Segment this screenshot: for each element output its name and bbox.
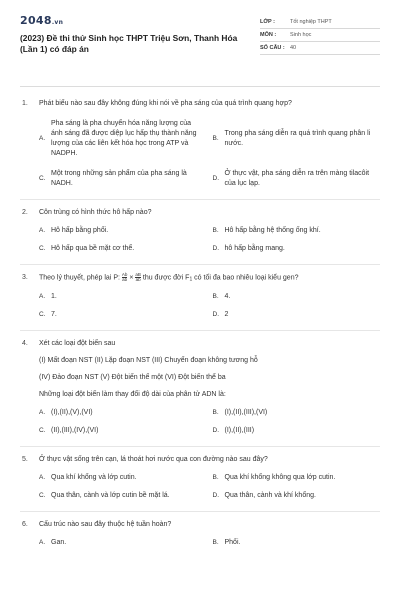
question-3 — [20, 273, 380, 331]
option-text: Qua khí khổng và lớp cutin. — [51, 474, 137, 482]
option-letter: C. — [39, 311, 46, 319]
logo-suffix: .vn — [51, 19, 64, 26]
option-text: Phổi. — [224, 539, 241, 547]
meta-row-subject — [260, 29, 380, 42]
answer-option[interactable] — [39, 244, 207, 254]
option-letter: D. — [212, 311, 219, 319]
answer-option[interactable] — [213, 491, 381, 501]
option-letter: C. — [39, 492, 46, 500]
question-text: Xét các loại đột biến sau — [39, 340, 116, 348]
question-text: Côn trùng có hình thức hô hấp nào? — [39, 209, 152, 216]
question-separator — [20, 199, 380, 200]
option-letter: A. — [39, 474, 46, 482]
answer-option[interactable] — [213, 408, 381, 418]
meta-key: MÔN : — [260, 32, 277, 38]
answer-options — [39, 538, 380, 548]
stem-part: Theo lý thuyết, phép lai P: — [39, 274, 120, 282]
question-paragraph: Những loại đột biến làm thay đổi độ dài của phân tử ADN là: — [39, 391, 226, 399]
option-text: Qua thân, cành và lớp cutin bề mặt lá. — [51, 492, 170, 500]
option-text: Một trong những sản phẩm của pha sáng là NADH. — [51, 170, 187, 187]
answer-options — [39, 473, 380, 501]
question-stem — [20, 455, 380, 465]
answer-option[interactable] — [213, 119, 381, 159]
answer-option[interactable] — [39, 310, 207, 320]
answer-option[interactable] — [39, 226, 207, 236]
question-2 — [20, 208, 380, 265]
question-stem — [20, 273, 380, 284]
meta-value: Sinh học — [290, 32, 312, 38]
option-text: 2 — [224, 311, 229, 319]
option-text: (II),(III),(IV),(VI) — [51, 427, 99, 435]
frac-top: Ab — [121, 272, 128, 277]
stem-part: thu được đời F — [142, 274, 190, 282]
answer-option[interactable] — [39, 473, 207, 483]
option-letter: B. — [212, 135, 219, 142]
option-text: 4. — [224, 293, 231, 301]
answer-option[interactable] — [39, 119, 207, 159]
option-letter: B. — [212, 539, 219, 547]
question-text — [39, 273, 380, 284]
option-letter: B. — [212, 293, 219, 301]
question-4 — [20, 339, 380, 447]
option-text: Hô hấp bằng phổi. — [51, 227, 109, 234]
option-text: 1. — [51, 293, 57, 301]
question-number: 4. — [22, 340, 28, 348]
answer-option[interactable] — [39, 426, 207, 436]
answer-options — [39, 408, 380, 436]
option-letter: B. — [212, 474, 219, 482]
answer-option[interactable] — [213, 292, 381, 302]
answer-options — [39, 119, 380, 189]
question-separator — [20, 330, 380, 331]
option-letter: D. — [212, 492, 219, 500]
meta-row-count — [260, 42, 380, 55]
question-text: Phát biểu nào sau đây không đúng khi nói về pha sáng của quá trình quang hợp? — [39, 100, 292, 107]
option-letter: A. — [39, 227, 46, 234]
logo-text: 2048 — [20, 14, 52, 27]
answer-option[interactable] — [213, 310, 381, 320]
stem-part: có tối đa bao nhiêu loại kiểu gen? — [194, 274, 299, 282]
option-text: (I),(II),(V),(VI) — [51, 409, 93, 417]
question-number: 3. — [22, 274, 28, 281]
answer-options — [39, 292, 380, 320]
question-1 — [20, 99, 380, 200]
frac-top: aB — [135, 272, 141, 277]
answer-option[interactable] — [213, 473, 381, 483]
genotype-fraction — [122, 273, 128, 282]
answer-option[interactable] — [213, 538, 381, 548]
option-text: Ở thực vật, pha sáng diễn ra trên màng tilacôit của lục lạp. — [224, 170, 370, 187]
exam-meta — [260, 16, 380, 55]
option-text: Qua thân, cành và khí khổng. — [224, 492, 316, 500]
cross-symbol: × — [129, 274, 134, 282]
frac-bottom: ab — [122, 277, 128, 282]
answer-option[interactable] — [213, 426, 381, 436]
site-logo[interactable] — [20, 14, 245, 27]
option-letter: D. — [212, 245, 219, 252]
answer-option[interactable] — [39, 169, 207, 189]
option-text: hô hấp bằng mang. — [224, 245, 285, 252]
question-stem — [20, 99, 380, 109]
genotype-fraction — [135, 273, 141, 282]
option-text: 7. — [51, 311, 57, 319]
question-number: 6. — [22, 521, 28, 529]
option-letter: A. — [39, 293, 46, 301]
generation-subscript: 1 — [189, 276, 193, 283]
answer-option[interactable] — [213, 226, 381, 236]
question-number: 5. — [22, 456, 28, 464]
question-separator — [20, 446, 380, 447]
option-letter: A. — [39, 539, 46, 547]
option-letter: B. — [212, 409, 219, 417]
question-5 — [20, 455, 380, 512]
answer-option[interactable] — [39, 538, 207, 548]
meta-row-class — [260, 16, 380, 29]
question-number: 1. — [22, 100, 28, 107]
page-header — [20, 14, 380, 84]
option-letter: D. — [212, 175, 219, 182]
answer-option[interactable] — [39, 408, 207, 418]
question-paragraph: (I) Mất đoạn NST (II) Lặp đoạn NST (III) Chuyển đoạn không tương hỗ — [39, 357, 258, 365]
meta-key: LỚP : — [260, 19, 275, 25]
option-letter: A. — [39, 135, 46, 142]
answer-options — [39, 226, 380, 254]
question-paragraph: (IV) Đảo đoạn NST (V) Đột biến thể một (VI) Đột biến thể ba — [39, 374, 226, 382]
header-divider — [20, 86, 380, 87]
option-text: Hô hấp bằng hệ thống ống khí. — [224, 227, 321, 234]
answer-option[interactable] — [213, 169, 381, 189]
question-number: 2. — [22, 209, 28, 216]
option-text: Qua khí khổng không qua lớp cutin. — [224, 474, 336, 482]
question-separator — [20, 511, 380, 512]
meta-value: 40 — [290, 45, 297, 51]
exam-title: (2023) Đề thi thử Sinh học THPT Triệu Sơn, Thanh Hóa (Lần 1) có đáp án — [20, 33, 238, 54]
option-letter: C. — [39, 245, 46, 252]
option-text: Pha sáng là pha chuyển hóa năng lượng của ánh sáng đã được diệp lục hấp thụ thành năng lượng của các liên kết hóa học trong ATP và NADPH. — [51, 120, 197, 157]
answer-option[interactable] — [39, 292, 207, 302]
meta-key: SỐ CÂU : — [260, 45, 285, 51]
option-text: (I),(II),(III),(VI) — [224, 409, 268, 417]
option-letter: B. — [212, 227, 219, 234]
option-text: Trong pha sáng diễn ra quá trình quang phân li nước. — [224, 130, 371, 147]
option-letter: D. — [212, 427, 219, 435]
option-letter: C. — [39, 175, 46, 182]
option-text: Hô hấp qua bề mặt cơ thể. — [51, 245, 135, 252]
option-letter: A. — [39, 409, 46, 417]
answer-option[interactable] — [213, 244, 381, 254]
option-text: Gan. — [51, 539, 67, 547]
question-text: Ở thực vật sống trên cạn, lá thoát hơi nước qua con đường nào sau đây? — [39, 456, 268, 464]
question-separator — [20, 264, 380, 265]
question-6 — [20, 520, 380, 548]
option-text: (I),(II),(III) — [224, 427, 255, 435]
answer-option[interactable] — [39, 491, 207, 501]
header-left — [20, 14, 245, 55]
frac-bottom: ab — [135, 277, 141, 282]
question-stem — [20, 208, 380, 218]
question-stem — [20, 520, 380, 530]
question-text: Cấu trúc nào sau đây thuộc hệ tuần hoàn? — [39, 521, 172, 529]
option-letter: C. — [39, 427, 46, 435]
meta-value: Tốt nghiệp THPT — [290, 19, 332, 25]
question-stem — [20, 339, 380, 349]
